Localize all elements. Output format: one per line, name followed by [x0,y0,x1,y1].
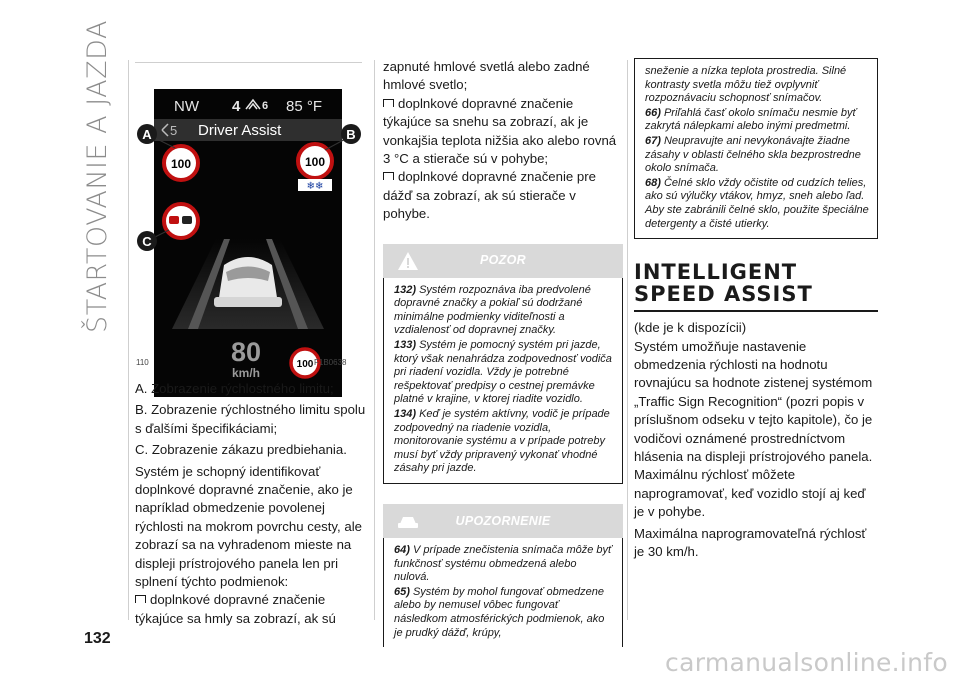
body-paragraph: Systém umožňuje nastavenie obmedzenia rýchlosti na hodnotu rovnajúcu sa hodnote zistenej systémom „Traffic Sign Recognition“ (pozri popis v príslušnom odseku v tejto kapitole), čo je vodičovi oznámené prostredníctvom hlásenia na displeji prístrojového panela. [634,338,873,464]
column-divider-1 [374,60,375,620]
limit-b-text: 100 [304,155,326,169]
availability-note: (kde je k dispozícii) [634,320,747,336]
callout-a-label: A [142,127,152,142]
caution-continuation: sneženie a nízka teplota prostredia. Silné kontrasty svetla môžu tiež ovplyvniť rozpoznávaciu schopnosť snímačov. [645,65,847,105]
callouts-layer [135,62,362,350]
gear-sub-text: 6 [262,100,269,112]
warning-body [383,278,623,484]
chapter-title-text: ŠTARTOVANIE A JAZDA [81,20,113,333]
column-divider-2 [627,60,628,620]
body-paragraph: Maximálnu rýchlosť môžete naprogramovať, keď vozidlo stojí aj keď je v pohybe. [634,467,866,520]
bullet-item [383,95,623,169]
body-paragraph: Systém je schopný identifikovať doplnkové dopravné značenie, ako je napríklad obmedzenie povolenej rýchlosti na mokrom povrchu cesty, ale zobrazí sa na vyhradenom mieste na displeji prístrojového panela len pri splnení týchto podmienok: [135,463,362,590]
mode-num-text: 5 [170,123,178,138]
chapter-side-title [76,20,118,333]
limit-a-text: 100 [170,157,192,171]
column-1 [135,380,367,628]
legend-item-a: A. Zobrazenie rýchlostného limitu; [135,381,334,396]
snow-icon: ❄❄ [306,181,324,192]
caution-label: UPOZORNENIE [455,513,551,528]
side-divider [128,60,129,620]
callout-c-label: C [142,234,152,249]
caution-header [383,504,623,538]
caution-body-continued [634,58,878,239]
warning-header [383,244,623,278]
warning-note: 132) Systém rozpoznáva iba predvolené dopravné značky a pokiaľ sú dodržané minimálne podmienky viditeľnosti a vzdialenosť od dopravnej značky. [394,283,591,337]
section-body [634,319,878,561]
caution-note: 68) Čelné sklo vždy očistite od cudzích telies, ako sú výlučky vtákov, hmyz, sneh alebo ľad. Aby ste zabránili čelné sklo, použite špeciálne detergenty a čisté utierky. [645,176,869,230]
bullet-text: doplnkové dopravné značenie pre dážď sa zobrazí, ak sú stierače v pohybe. [383,169,596,222]
figure-code-right: F1B0638 [314,358,347,367]
caution-note: 64) V prípade znečistenia snímača môže byť funkčnosť systému obmedzená alebo nulová. [394,543,612,584]
section-title: INTELLIGENT SPEED ASSIST [634,260,813,307]
column-3 [634,58,878,561]
limit-c-text: 100 [296,359,314,370]
warning-note: 133) Systém je pomocný systém pri jazde, ktorý však nenahrádza zodpovednosť vodiča pri riadení vozidla. Vždy je potrebné rešpektovať predpisy o cestnej premávke platné v krajine, v ktorej riadite vozidlo. [394,339,612,406]
caution-note: 66) Priľahlá časť okolo snímaču nesmie byť zakrytá nálepkami alebo inými predmetmi. [645,106,857,133]
heading-text: NW [174,98,199,115]
warning-box [383,244,623,484]
bullet-text: doplnkové dopravné značenie týkajúce sa snehu sa zobrazí, ak je vonkajšia teplota nižšia ako alebo rovná 3 °C a stierače sú v pohybe; [383,95,617,167]
temperature-text: 85 °F [286,98,323,115]
warning-label: POZOR [480,253,526,268]
bullet-item [383,168,623,223]
legend-item-b: B. Zobrazenie rýchlostného limitu spolu s ďalšími špecifikáciami; [135,402,366,436]
bullet-item [135,591,367,628]
legend-item-c: C. Zobrazenie zákazu predbiehania. [135,442,347,458]
bullet-text: doplnkové dopravné značenie týkajúce sa hmly sa zobrazí, ak sú [135,592,336,626]
caution-note: 65) Systém by mohol fungovať obmedzene alebo by nemusel vôbec fungovať následkom atmosférických podmienok, ako je prudký dážď, krúpy, [394,585,605,639]
bullet-icon [383,172,394,180]
callout-b-label: B [346,127,356,142]
bullet-icon [135,595,146,603]
speed-value: 80 [230,337,262,367]
caution-body [383,538,623,647]
caution-note: 67) Neupravujte ani nevykonávajte žiadne zásahy v oblasti čelného skla bezprostredne okolo snímača. [645,134,861,175]
page-number: 132 [84,630,111,647]
watermark: carmanualsonline.info [665,648,948,677]
body-paragraph: Maximálna naprogramovateľná rýchlosť je 30 km/h. [634,525,867,559]
column-2 [383,58,623,647]
warning-note: 134) Keď je systém aktívny, vodič je prípade zodpovedný na riadenie vozidla, monitorovanie systému a v prípade potreby musí byť vždy pripravený vykonať vhodné zásahy pri jazde. [394,408,610,475]
section-title-rule [634,310,878,312]
bullet-icon [383,99,394,107]
gear-text: 4 [232,98,241,115]
display-title: Driver Assist [198,122,282,139]
figure-code-left: 110 [136,358,149,367]
speed-unit: km/h [231,366,261,380]
caution-box [383,504,623,647]
bullet-continuation: zapnuté hmlové svetlá alebo zadné hmlové svetlo; [383,59,590,93]
